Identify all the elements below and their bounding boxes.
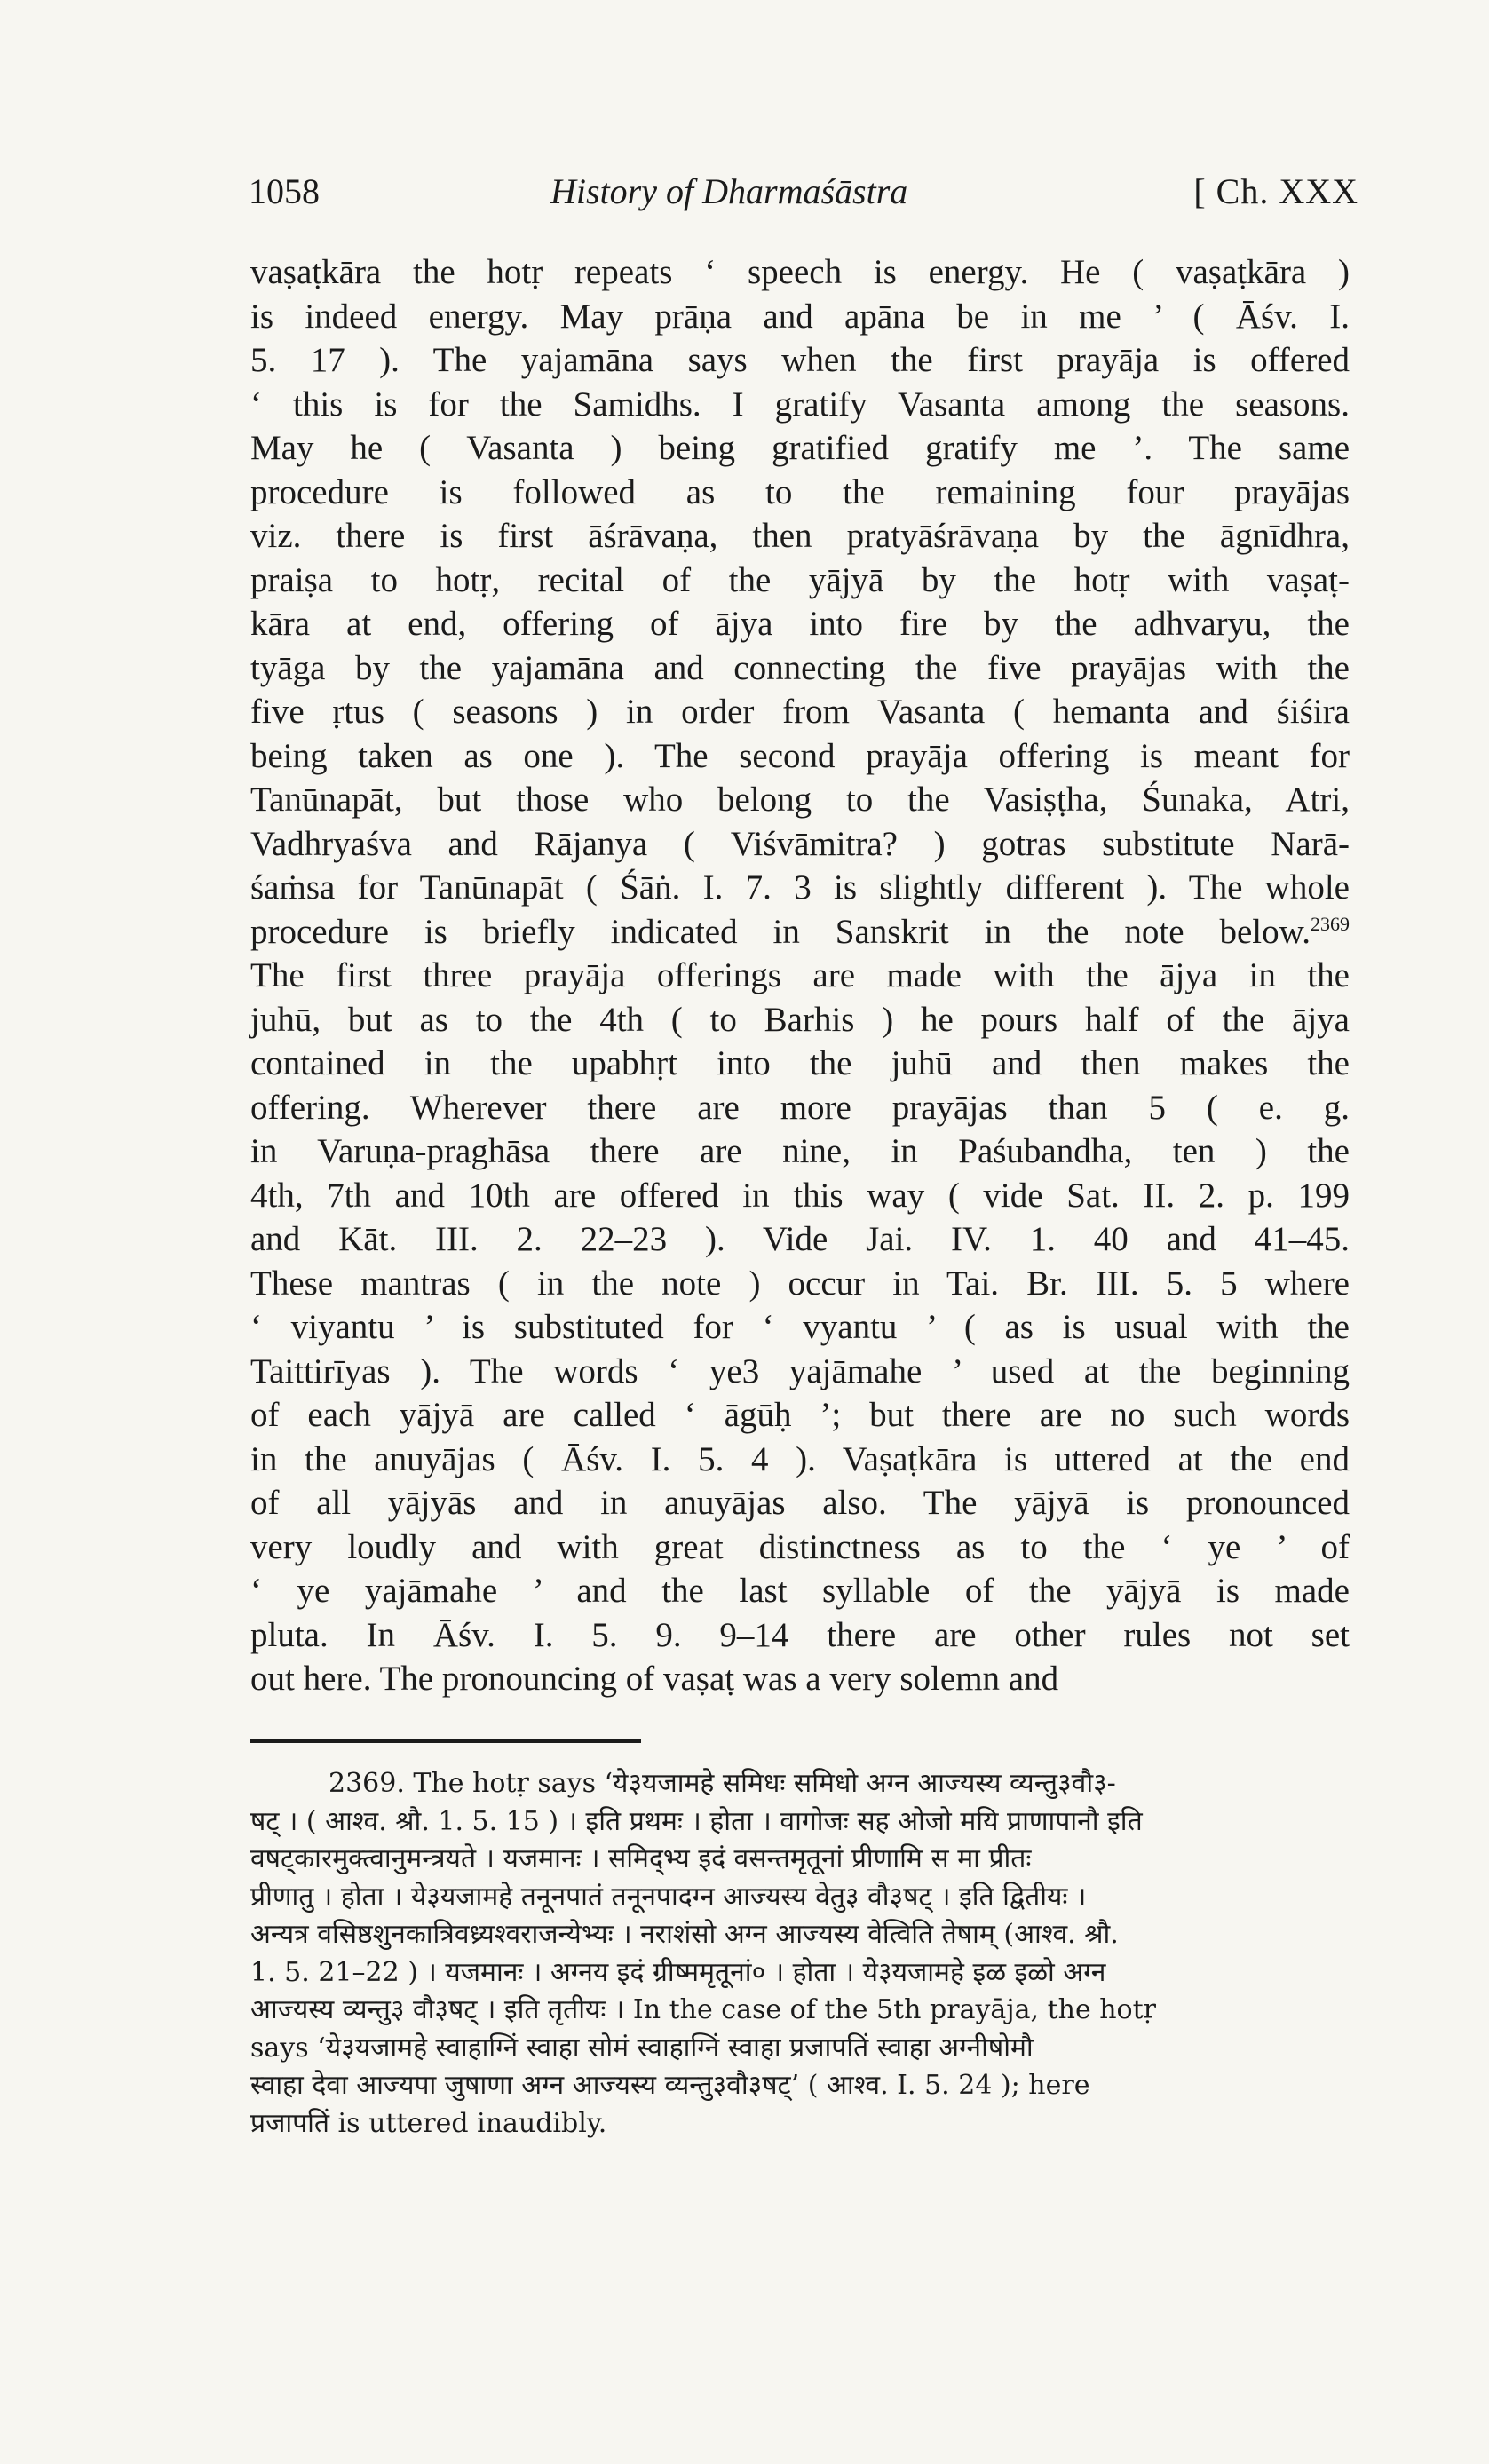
body-line: viz. there is first āśrāvaṇa, then pratyāśrāvaṇa by the āgnīdhra,: [250, 517, 1350, 555]
body-line: May he ( Vasanta ) being gratified gratify me ’. The same: [250, 429, 1350, 467]
body-line: śaṁsa for Tanūnapāt ( Śāṅ. I. 7. 3 is slightly different ). The whole: [250, 868, 1350, 907]
body-line: 5. 17 ). The yajamāna says when the first prayāja is offered: [250, 341, 1350, 379]
body-line: out here. The pronouncing of vaṣaṭ was a very solemn and: [250, 1660, 1059, 1698]
body-line: of each yājyā are called ‘ āgūḥ ’; but there are no such words: [250, 1396, 1350, 1434]
body-line: Vadhryaśva and Rājanya ( Viśvāmitra? ) gotras substitute Narā-: [250, 824, 1350, 863]
body-line: in Varuṇa-praghāsa there are nine, in Paśubandha, ten ) the: [250, 1132, 1350, 1170]
body-line: praiṣa to hotṛ, recital of the yājyā by the hotṛ with vaṣaṭ-: [250, 560, 1350, 599]
body-line: five ṛtus ( seasons ) in order from Vasanta ( hemanta and śiśira: [250, 693, 1350, 731]
body-line: ‘ ye yajāmahe ’ and the last syllable of the yājyā is made: [250, 1572, 1350, 1610]
body-line: vaṣaṭkāra the hotṛ repeats ‘ speech is energy. He ( vaṣaṭkāra ): [250, 253, 1350, 291]
footnote-line: 1. 5. 21–22 ) । यजमानः । अग्नय इदं ग्रीष्ममृतूनां० । होता । ये३यजामहे इळ इळो अग्न: [250, 1956, 1106, 1988]
body-line: contained in the upabhṛt into the juhū and then makes the: [250, 1044, 1350, 1082]
footnote-line: says ‘ये३यजामहे स्वाहाग्निं स्वाहा सोमं स्वाहाग्निं स्वाहा प्रजापतिं स्वाहा अग्नीषोमौ: [250, 2032, 1034, 2064]
body-line: and Kāt. III. 2. 22–23 ). Vide Jai. IV. 1. 40 and 41–45.: [250, 1220, 1350, 1258]
body-line: kāra at end, offering of ājya into fire by the adhvaryu, the: [250, 605, 1350, 643]
body-line: tyāga by the yajamāna and connecting the five prayājas with the: [250, 648, 1350, 687]
body-line: Taittirīyas ). The words ‘ ye3 yajāmahe ’ used at the beginning: [250, 1351, 1350, 1390]
page-header: [249, 170, 1358, 224]
body-line: These mantras ( in the note ) occur in Tai. Br. III. 5. 5 where: [250, 1264, 1350, 1303]
body-line: of all yājyās and in anuyājas also. The yājyā is pronounced: [250, 1484, 1350, 1522]
body-line: offering. Wherever there are more prayājas than 5 ( e. g.: [250, 1088, 1350, 1127]
body-line: being taken as one ). The second prayāja offering is meant for: [250, 736, 1350, 775]
body-line-text: procedure is briefly indicated in Sanskrit in the note below.: [250, 912, 1311, 951]
footnote-reference: 2369: [1311, 912, 1350, 935]
body-line: The first three prayāja offerings are made with the ājya in the: [250, 956, 1350, 994]
footnote-divider: [250, 1739, 641, 1743]
footnote-line: आज्यस्य व्यन्तु३ वौ३षट् । इति तृतीयः । In the case of the 5th prayāja, the hotṛ: [250, 1994, 1157, 2025]
footnote-line: वषट्कारमुक्त्वानुमन्त्रयते । यजमानः । समिद्भ्य इदं वसन्तमृतूनां प्रीणामि स मा प्रीतः: [250, 1843, 1032, 1874]
body-line: ‘ viyantu ’ is substituted for ‘ vyantu ’ ( as is usual with the: [250, 1308, 1350, 1346]
footnote-line: प्रीणातु । होता । ये३यजामहे तनूनपातं तनूनपादग्न आज्यस्य वेतु३ वौ३षट् । इति द्वितीयः ।: [250, 1881, 1087, 1913]
body-line: in the anuyājas ( Āśv. I. 5. 4 ). Vaṣaṭkāra is uttered at the end: [250, 1439, 1350, 1478]
footnote: [250, 1765, 1351, 2143]
body-line: Tanūnapāt, but those who belong to the Vasiṣṭha, Śunaka, Atri,: [250, 780, 1350, 819]
footnote-line: षट् । ( आश्व. श्रौ. 1. 5. 15 ) । इति प्रथमः । होता । वागोजः सह ओजो मयि प्राणापानौ इति: [250, 1805, 1143, 1837]
body-line: 4th, 7th and 10th are offered in this way ( vide Sat. II. 2. p. 199: [250, 1176, 1350, 1215]
body-line: pluta. In Āśv. I. 5. 9. 9–14 there are other rules not set: [250, 1615, 1350, 1654]
body-line: ‘ this is for the Samidhs. I gratify Vasanta among the seasons.: [250, 384, 1350, 424]
footnote-line: अन्यत्र वसिष्ठशुनकात्रिवध्र्यश्वराजन्येभ्यः । नराशंसो अग्न आज्यस्य वेत्विति तेषाम् (आश्व. श्रौ.: [250, 1919, 1119, 1950]
footnote-line: स्वाहा देवा आज्यपा जुषाणा अग्न आज्यस्य व्यन्तु३वौ३षट्’ ( आश्व. I. 5. 24 ); here: [250, 2070, 1090, 2101]
chapter-label: [ Ch. XXX: [1193, 171, 1358, 211]
body-line: is indeed energy. May prāṇa and apāna be in me ’ ( Āśv. I.: [250, 297, 1350, 336]
body-text: [250, 250, 1350, 1701]
running-title: History of Dharmaśāstra: [550, 171, 908, 211]
footnote-line: प्रजापतिं is uttered inaudibly.: [250, 2107, 607, 2139]
body-line-with-footnote-ref: [250, 910, 1350, 955]
page-number: 1058: [249, 171, 320, 211]
body-line: juhū, but as to the 4th ( to Barhis ) he pours half of the ājya: [250, 1000, 1350, 1039]
body-line: very loudly and with great distinctness as to the ‘ ye ’ of: [250, 1527, 1350, 1566]
footnote-line: 2369. The hotṛ says ‘ये३यजामहे समिधः समिधो अग्न आज्यस्य व्यन्तु३वौ३-: [329, 1768, 1116, 1799]
body-line: procedure is followed as to the remaining four prayājas: [250, 472, 1350, 511]
